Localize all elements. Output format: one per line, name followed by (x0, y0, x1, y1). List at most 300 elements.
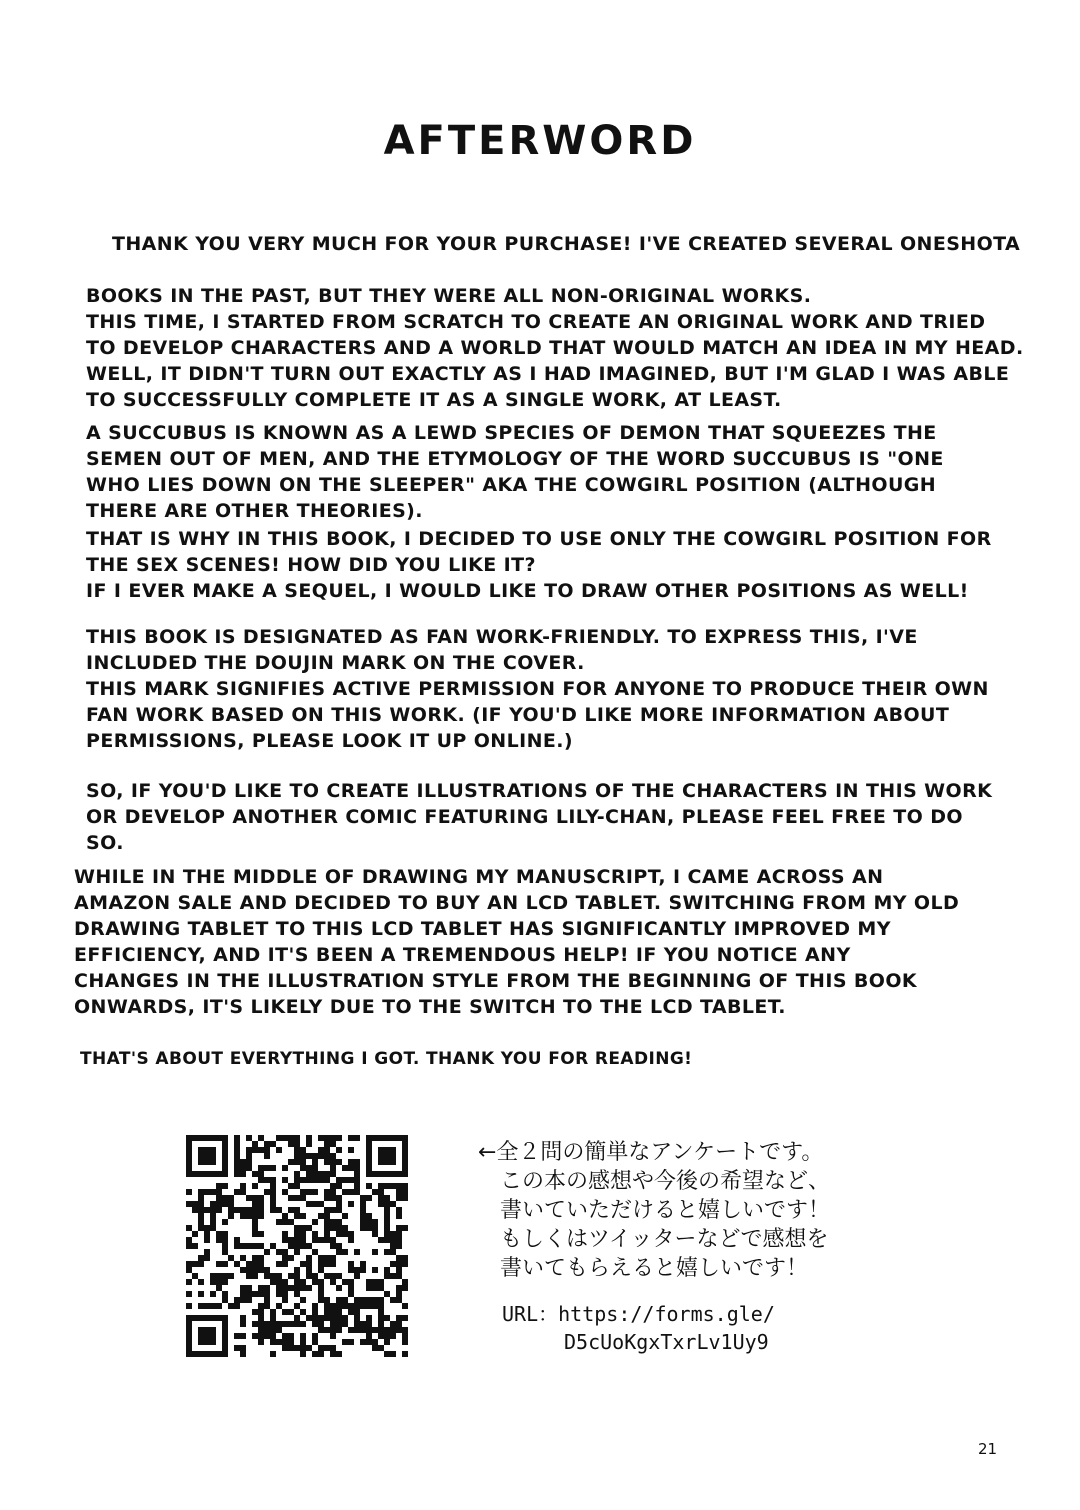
qr-module (192, 1201, 198, 1207)
text-line: WHO LIES DOWN ON THE SLEEPER" AKA THE COWGIRL POSITION (ALTHOUGH (86, 474, 937, 496)
qr-module (240, 1255, 246, 1261)
qr-module (372, 1231, 378, 1237)
qr-module (246, 1159, 252, 1165)
qr-module (198, 1195, 204, 1201)
qr-module (402, 1339, 408, 1345)
qr-module (264, 1267, 270, 1273)
qr-module (336, 1243, 342, 1249)
qr-module (330, 1351, 336, 1357)
qr-module (282, 1219, 288, 1225)
qr-module (330, 1189, 336, 1195)
qr-module (276, 1339, 282, 1345)
qr-module (312, 1339, 318, 1345)
qr-module (294, 1171, 300, 1177)
qr-module (360, 1207, 366, 1213)
qr-module (222, 1183, 228, 1189)
qr-module (264, 1177, 270, 1183)
qr-module (270, 1273, 276, 1279)
qr-module (396, 1213, 402, 1219)
text-line: DRAWING TABLET TO THIS LCD TABLET HAS SIGNIFICANTLY IMPROVED MY (74, 918, 891, 940)
qr-module (246, 1147, 252, 1153)
qr-module (312, 1231, 318, 1237)
qr-module (192, 1243, 198, 1249)
qr-module (282, 1177, 288, 1183)
qr-module (222, 1297, 228, 1303)
qr-module (204, 1237, 210, 1243)
qr-module (396, 1273, 402, 1279)
qr-module (288, 1159, 294, 1165)
qr-module (348, 1291, 354, 1297)
qr-module (246, 1261, 252, 1267)
qr-module (372, 1267, 378, 1273)
text-line: THANK YOU VERY MUCH FOR YOUR PURCHASE! I'VE CREATED SEVERAL ONESHOTA (112, 233, 1021, 255)
qr-module (186, 1201, 192, 1207)
qr-module (270, 1201, 276, 1207)
qr-module (324, 1153, 330, 1159)
qr-module (390, 1261, 396, 1267)
qr-module (258, 1315, 264, 1321)
qr-module (258, 1303, 264, 1309)
qr-module (294, 1279, 300, 1285)
qr-module (264, 1303, 270, 1309)
qr-module (348, 1159, 354, 1165)
qr-module (258, 1195, 264, 1201)
qr-module (282, 1285, 288, 1291)
qr-module (234, 1303, 240, 1309)
text-line: OR DEVELOP ANOTHER COMIC FEATURING LILY-CHAN, PLEASE FEEL FREE TO DO (86, 806, 963, 828)
qr-module (204, 1255, 210, 1261)
qr-module (300, 1309, 306, 1315)
qr-module (240, 1267, 246, 1273)
qr-module (198, 1189, 204, 1195)
qr-module (324, 1195, 330, 1201)
qr-module (270, 1279, 276, 1285)
qr-module (312, 1333, 318, 1339)
qr-module (306, 1315, 312, 1321)
qr-module (270, 1243, 276, 1249)
qr-module (378, 1297, 384, 1303)
qr-module (288, 1255, 294, 1261)
qr-module (366, 1183, 372, 1189)
qr-module (282, 1339, 288, 1345)
qr-module (300, 1297, 306, 1303)
qr-module (312, 1321, 318, 1327)
qr-module (264, 1333, 270, 1339)
qr-module (276, 1285, 282, 1291)
qr-module (360, 1225, 366, 1231)
qr-module (390, 1297, 396, 1303)
qr-module (402, 1255, 408, 1261)
qr-module (396, 1291, 402, 1297)
paragraph-permission (86, 676, 989, 754)
qr-module (198, 1207, 204, 1213)
qr-module (324, 1141, 330, 1147)
qr-module (216, 1261, 222, 1267)
qr-module (318, 1201, 324, 1207)
qr-module (252, 1195, 258, 1201)
qr-module (354, 1297, 360, 1303)
qr-module (306, 1165, 312, 1171)
qr-code[interactable] (186, 1135, 408, 1357)
qr-module (324, 1189, 330, 1195)
qr-module (252, 1261, 258, 1267)
qr-module (324, 1171, 330, 1177)
qr-module (372, 1345, 378, 1351)
qr-module (282, 1309, 288, 1315)
qr-module (318, 1351, 324, 1357)
survey-line: 書いていただけると嬉しいです！ (478, 1198, 831, 1223)
qr-module (228, 1255, 234, 1261)
qr-module (270, 1339, 276, 1345)
qr-module (240, 1351, 246, 1357)
qr-module (246, 1285, 252, 1291)
qr-module (384, 1231, 390, 1237)
qr-module (210, 1207, 216, 1213)
qr-module (336, 1351, 342, 1357)
qr-module (252, 1171, 258, 1177)
qr-module (300, 1321, 306, 1327)
qr-module (324, 1237, 330, 1243)
qr-module (324, 1231, 330, 1237)
qr-module (264, 1165, 270, 1171)
qr-module (282, 1333, 288, 1339)
qr-module (264, 1153, 270, 1159)
qr-module (288, 1183, 294, 1189)
qr-module (234, 1147, 240, 1153)
qr-module (312, 1165, 318, 1171)
qr-module (294, 1321, 300, 1327)
qr-module (186, 1243, 192, 1249)
qr-module (390, 1321, 396, 1327)
paragraph-fan-work (86, 624, 918, 676)
qr-module (270, 1327, 276, 1333)
qr-module (252, 1141, 258, 1147)
qr-module (336, 1303, 342, 1309)
qr-module (306, 1261, 312, 1267)
qr-module (216, 1207, 222, 1213)
qr-module (306, 1177, 312, 1183)
qr-module (342, 1165, 348, 1171)
qr-module (330, 1255, 336, 1261)
qr-module (396, 1285, 402, 1291)
qr-module (360, 1213, 366, 1219)
qr-module (288, 1141, 294, 1147)
qr-module (240, 1183, 246, 1189)
qr-module (282, 1279, 288, 1285)
qr-module (402, 1333, 408, 1339)
qr-module (336, 1147, 342, 1153)
qr-module (372, 1339, 378, 1345)
qr-module (348, 1147, 354, 1153)
qr-module (324, 1303, 330, 1309)
qr-module (246, 1153, 252, 1159)
qr-module (312, 1273, 318, 1279)
qr-module (216, 1201, 222, 1207)
qr-module (402, 1327, 408, 1333)
qr-module (318, 1291, 324, 1297)
qr-module (330, 1315, 336, 1321)
qr-module (282, 1231, 288, 1237)
qr-module (396, 1255, 402, 1261)
qr-module (192, 1231, 198, 1237)
qr-module (186, 1279, 192, 1285)
qr-module (234, 1297, 240, 1303)
qr-module (288, 1135, 294, 1141)
qr-module (372, 1225, 378, 1231)
qr-module (198, 1201, 204, 1207)
text-line: FAN WORK BASED ON THIS WORK. (IF YOU'D LIKE MORE INFORMATION ABOUT (86, 704, 950, 726)
qr-module (300, 1153, 306, 1159)
qr-module (264, 1141, 270, 1147)
qr-module (216, 1231, 222, 1237)
url-line: URL：https://forms.gle/ (502, 1302, 775, 1326)
qr-module (396, 1225, 402, 1231)
text-line: TO SUCCESSFULLY COMPLETE IT AS A SINGLE WORK, AT LEAST. (86, 389, 782, 411)
qr-module (324, 1177, 330, 1183)
qr-module (318, 1147, 324, 1153)
qr-module (294, 1315, 300, 1321)
qr-module (270, 1141, 276, 1147)
qr-module (258, 1165, 264, 1171)
qr-module (216, 1279, 222, 1285)
qr-module (264, 1147, 270, 1153)
qr-module (300, 1285, 306, 1291)
qr-module (336, 1285, 342, 1291)
qr-module (336, 1225, 342, 1231)
qr-module (258, 1327, 264, 1333)
qr-module (354, 1177, 360, 1183)
qr-module (216, 1273, 222, 1279)
qr-module (336, 1159, 342, 1165)
text-line: INCLUDED THE DOUJIN MARK ON THE COVER. (86, 652, 585, 674)
qr-module (270, 1321, 276, 1327)
qr-module (246, 1267, 252, 1273)
qr-module (288, 1333, 294, 1339)
survey-line: 書いてもらえると嬉しいです！ (478, 1256, 809, 1281)
qr-module (186, 1237, 192, 1243)
qr-module (318, 1135, 324, 1141)
qr-module (216, 1303, 222, 1309)
qr-module (330, 1165, 336, 1171)
qr-module (246, 1297, 252, 1303)
qr-module (204, 1225, 210, 1231)
qr-module (324, 1327, 330, 1333)
text-line: THAT'S ABOUT EVERYTHING I GOT. THANK YOU FOR READING! (80, 1049, 693, 1069)
qr-module (222, 1237, 228, 1243)
qr-module (282, 1135, 288, 1141)
text-line: ONWARDS, IT'S LIKELY DUE TO THE SWITCH TO THE LCD TABLET. (74, 996, 786, 1018)
qr-module (354, 1189, 360, 1195)
qr-module (240, 1171, 246, 1177)
qr-module (330, 1279, 336, 1285)
qr-module (306, 1273, 312, 1279)
qr-module (294, 1159, 300, 1165)
qr-module (318, 1261, 324, 1267)
qr-module (240, 1321, 246, 1327)
qr-module (312, 1177, 318, 1183)
qr-module (234, 1345, 240, 1351)
qr-module (348, 1309, 354, 1315)
qr-module (210, 1303, 216, 1309)
qr-module (318, 1327, 324, 1333)
qr-module (342, 1177, 348, 1183)
qr-module (276, 1207, 282, 1213)
qr-module (186, 1303, 192, 1309)
qr-module (354, 1159, 360, 1165)
qr-module (300, 1243, 306, 1249)
qr-module (246, 1243, 252, 1249)
qr-module (390, 1273, 396, 1279)
qr-module (384, 1183, 390, 1189)
paragraph-illustrations (86, 778, 992, 856)
qr-module (312, 1237, 318, 1243)
qr-module (288, 1207, 294, 1213)
text-line: EFFICIENCY, AND IT'S BEEN A TREMENDOUS HELP! IF YOU NOTICE ANY (74, 944, 851, 966)
qr-module (222, 1249, 228, 1255)
qr-module (246, 1213, 252, 1219)
qr-module (336, 1135, 342, 1141)
qr-module (252, 1273, 258, 1279)
qr-module (324, 1297, 330, 1303)
qr-module (372, 1249, 378, 1255)
qr-module (282, 1291, 288, 1297)
qr-module (354, 1249, 360, 1255)
qr-module (372, 1297, 378, 1303)
qr-module (198, 1261, 204, 1267)
qr-module (210, 1201, 216, 1207)
survey-url[interactable] (502, 1300, 775, 1356)
qr-module (378, 1201, 384, 1207)
qr-module (384, 1339, 390, 1345)
qr-module (312, 1309, 318, 1315)
qr-module (204, 1303, 210, 1309)
qr-module (294, 1291, 300, 1297)
qr-module (318, 1279, 324, 1285)
qr-module (294, 1207, 300, 1213)
qr-module (288, 1273, 294, 1279)
qr-module (378, 1183, 384, 1189)
qr-module (198, 1279, 204, 1285)
qr-module (318, 1177, 324, 1183)
qr-module (234, 1261, 240, 1267)
qr-module (288, 1345, 294, 1351)
qr-module (348, 1339, 354, 1345)
qr-module (282, 1165, 288, 1171)
text-line: A SUCCUBUS IS KNOWN AS A LEWD SPECIES OF DEMON THAT SQUEEZES THE (86, 422, 937, 444)
qr-module (384, 1237, 390, 1243)
qr-module (282, 1249, 288, 1255)
qr-module (312, 1249, 318, 1255)
qr-module (384, 1195, 390, 1201)
qr-module (330, 1153, 336, 1159)
qr-module (330, 1309, 336, 1315)
qr-module (402, 1225, 408, 1231)
paragraph-lcd-tablet (74, 864, 959, 1020)
survey-note (478, 1138, 830, 1283)
qr-module (360, 1339, 366, 1345)
qr-module (348, 1285, 354, 1291)
qr-module (222, 1219, 228, 1225)
qr-module (270, 1189, 276, 1195)
qr-module (270, 1351, 276, 1357)
qr-module (336, 1231, 342, 1237)
qr-module (306, 1201, 312, 1207)
qr-module (318, 1237, 324, 1243)
qr-module (354, 1267, 360, 1273)
qr-module (384, 1267, 390, 1273)
qr-module (330, 1303, 336, 1309)
qr-module (324, 1135, 330, 1141)
qr-module (258, 1339, 264, 1345)
qr-module (372, 1285, 378, 1291)
qr-module (330, 1273, 336, 1279)
qr-module (366, 1279, 372, 1285)
qr-module (342, 1303, 348, 1309)
qr-module (276, 1261, 282, 1267)
qr-module (270, 1165, 276, 1171)
qr-module (312, 1219, 318, 1225)
qr-module (336, 1207, 342, 1213)
qr-module (318, 1153, 324, 1159)
qr-module (252, 1213, 258, 1219)
qr-module (258, 1291, 264, 1297)
qr-module (228, 1195, 234, 1201)
paragraph-closing (80, 1046, 692, 1072)
qr-module (294, 1249, 300, 1255)
qr-module (384, 1219, 390, 1225)
qr-module (282, 1321, 288, 1327)
qr-module (216, 1285, 222, 1291)
qr-module (348, 1327, 354, 1333)
qr-module (396, 1231, 402, 1237)
qr-module (282, 1261, 288, 1267)
qr-module (342, 1213, 348, 1219)
qr-module (252, 1207, 258, 1213)
qr-module (276, 1135, 282, 1141)
qr-module (300, 1177, 306, 1183)
qr-module (366, 1225, 372, 1231)
qr-module (324, 1261, 330, 1267)
qr-module (264, 1321, 270, 1327)
qr-module (342, 1315, 348, 1321)
qr-module (366, 1321, 372, 1327)
qr-module (258, 1321, 264, 1327)
qr-module (276, 1249, 282, 1255)
qr-module (324, 1255, 330, 1261)
qr-module (354, 1273, 360, 1279)
qr-module (312, 1351, 318, 1357)
qr-module (222, 1195, 228, 1201)
qr-module (258, 1147, 264, 1153)
qr-module (186, 1261, 192, 1267)
qr-module (210, 1189, 216, 1195)
qr-module (312, 1189, 318, 1195)
qr-module (258, 1267, 264, 1273)
qr-module (300, 1147, 306, 1153)
qr-module (264, 1285, 270, 1291)
qr-module (360, 1297, 366, 1303)
qr-module (264, 1273, 270, 1279)
qr-module (294, 1153, 300, 1159)
qr-module (210, 1279, 216, 1285)
qr-module (282, 1255, 288, 1261)
qr-module (294, 1237, 300, 1243)
qr-module (384, 1273, 390, 1279)
qr-module (342, 1279, 348, 1285)
qr-module (294, 1195, 300, 1201)
qr-module (354, 1165, 360, 1171)
qr-module (234, 1207, 240, 1213)
